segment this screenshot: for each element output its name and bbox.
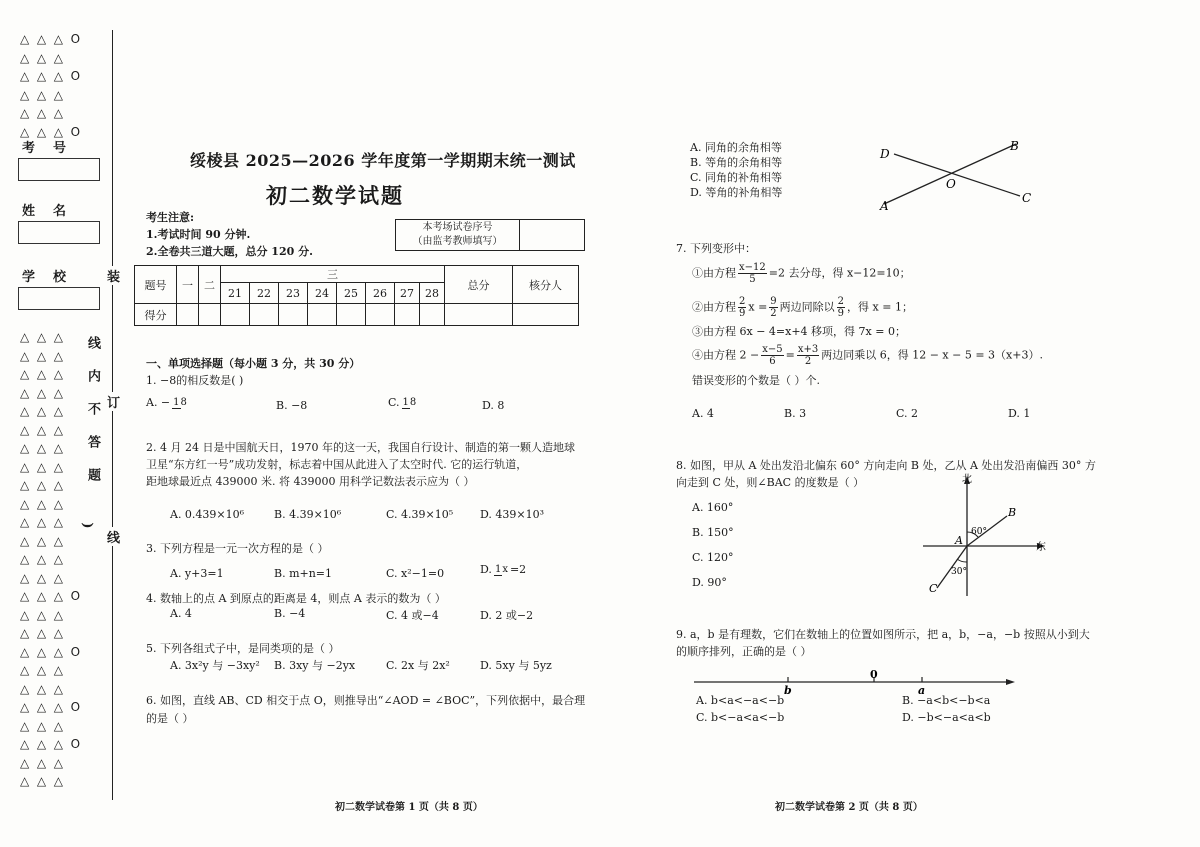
q1-option-a[interactable]: A. − 18 — [146, 396, 187, 409]
notice-title: 考生注意: — [146, 211, 195, 224]
q1-options — [146, 396, 504, 412]
q1-option-b[interactable]: B. −8 — [276, 399, 308, 412]
line-ab — [884, 144, 1016, 204]
q3-option-a[interactable]: A. y+3=1 — [170, 567, 224, 580]
question-9-line2: 的顺序排列，正确的是（ ） — [676, 645, 812, 658]
score-cell[interactable] — [395, 304, 420, 326]
angle-arc-30 — [957, 559, 967, 562]
question-3: 3. 下列方程是一元一次方程的是（ ） — [146, 542, 329, 555]
page-1-footer: 初二数学试卷第 1 页（共 8 页） — [335, 802, 483, 813]
q3-option-b[interactable]: B. m+n=1 — [274, 567, 333, 580]
label-a: A — [880, 199, 889, 212]
score-cell[interactable] — [199, 304, 221, 326]
q7-item-2: ②由方程 $\frac{2}{9}$ x = $\frac{9}{2}$ 两边同除以 $\frac{2}{9}$ ，得 x = 1； — [692, 296, 913, 319]
label-0: 0 — [870, 668, 878, 681]
figure-6-intersecting-lines — [870, 132, 1050, 212]
score-header-checker: 核分人 — [513, 266, 579, 304]
score-cell[interactable] — [177, 304, 199, 326]
score-header-total: 总分 — [445, 266, 513, 304]
score-header-3: 三 — [221, 266, 445, 283]
seat-number-box — [395, 219, 585, 251]
binding-char-zhuang: 装 — [107, 266, 120, 285]
question-4: 4. 数轴上的点 A 到原点的距离是 4，则点 A 表示的数为（ ） — [146, 592, 446, 605]
q7-item-4: ④由方程 2 − $\frac{x-5}{6}$ = $\frac{x+3}{2}$ 两边同乘以 6，得 12 − x − 5 = 3（x+3）. — [692, 344, 1043, 367]
q4-option-a[interactable]: A. 4 — [170, 607, 192, 620]
number-line-arrow — [1006, 679, 1015, 685]
exam-number-box[interactable] — [18, 159, 100, 181]
score-sub-27: 27 — [395, 283, 420, 304]
school-box[interactable] — [18, 288, 100, 310]
notice-2: 2.全卷共三道大题，总分 120 分. — [146, 245, 313, 258]
q2-option-a[interactable]: A. 0.439×10⁶ — [170, 508, 245, 521]
label-a: a — [918, 684, 926, 697]
binding-line — [112, 30, 113, 800]
q5-option-b[interactable]: B. 3xy 与 −2yx — [274, 659, 356, 672]
q8-option-b[interactable]: B. 150° — [692, 526, 734, 539]
q1-option-d[interactable]: D. 8 — [482, 399, 505, 412]
q5-options — [170, 657, 552, 673]
score-sub-26: 26 — [366, 283, 395, 304]
name-field[interactable] — [18, 200, 100, 244]
q7-option-a[interactable]: A. 4 — [692, 407, 714, 420]
page-2-footer: 初二数学试卷第 2 页（共 8 页） — [775, 802, 923, 813]
label-b: B — [1010, 139, 1019, 153]
score-cell[interactable] — [250, 304, 279, 326]
q7-option-c[interactable]: C. 2 — [896, 407, 919, 420]
q2-option-d[interactable]: D. 439×10³ — [480, 508, 545, 521]
q8-options — [692, 495, 734, 595]
score-header-2: 二 — [199, 266, 221, 304]
q5-option-d[interactable]: D. 5xy 与 5yz — [480, 659, 552, 672]
q2-option-b[interactable]: B. 4.39×10⁶ — [274, 508, 342, 521]
label-c: C — [1022, 191, 1032, 205]
score-cell[interactable] — [445, 304, 513, 326]
q3-option-c[interactable]: C. x²−1=0 — [386, 567, 445, 580]
question-5: 5. 下列各组式子中，是同类项的是（ ） — [146, 642, 340, 655]
q4-option-b[interactable]: B. −4 — [274, 607, 306, 620]
q9-options-row2 — [696, 711, 991, 724]
question-8-line2: 向走到 C 处，则∠BAC 的度数是（ ） — [676, 476, 865, 489]
q7-item-3: ③由方程 6x − 4=x+4 移项，得 7x = 0； — [692, 325, 906, 338]
label-north: 北 — [962, 474, 972, 485]
label-a: A — [955, 534, 963, 547]
score-sub-22: 22 — [250, 283, 279, 304]
q7-options — [692, 407, 1030, 420]
figure-8-directions — [915, 470, 1055, 600]
label-d: D — [880, 147, 890, 161]
q6-option-d[interactable]: D. 等角的补角相等 — [690, 186, 783, 199]
score-cell[interactable] — [337, 304, 366, 326]
binding-char-ding: 订 — [107, 392, 120, 411]
seat-number-note: （由监考教师填写） — [412, 236, 503, 247]
score-header-qno: 题号 — [135, 266, 177, 304]
school-field[interactable] — [18, 266, 100, 310]
name-label: 姓名 — [18, 200, 100, 222]
question-2-line2: 卫星“东方红一号”成功发射，标志着中国从此进入了太空时代. 它的运行轨道， — [146, 458, 528, 471]
q7-option-d[interactable]: D. 1 — [1008, 407, 1031, 420]
question-2-line1: 2. 4 月 24 日是中国航天日，1970 年的这一天，我国自行设计、制造的第一颗人造地球 — [146, 441, 575, 454]
score-header-1: 一 — [177, 266, 199, 304]
q1-option-c[interactable]: C.18 — [388, 396, 417, 409]
label-b: b — [784, 684, 792, 697]
score-table — [134, 265, 579, 326]
q4-options — [170, 607, 533, 623]
q9-option-a[interactable]: A. b<a<−a<−b — [696, 694, 785, 707]
score-cell[interactable] — [366, 304, 395, 326]
score-cell[interactable] — [279, 304, 308, 326]
q5-option-c[interactable]: C. 2x 与 2x² — [386, 659, 450, 672]
question-2-line3: 距地球最近点 439000 米. 将 439000 用科学记数法表示应为（ ） — [146, 475, 475, 488]
q2-options — [170, 508, 544, 521]
school-label: 学校 — [18, 266, 100, 288]
score-sub-28: 28 — [420, 283, 445, 304]
q4-option-d[interactable]: D. 2 或−2 — [480, 609, 534, 622]
q7-prompt: 错误变形的个数是（ ）个. — [692, 374, 820, 387]
question-6-line1: 6. 如图，直线 AB、CD 相交于点 O，则推导出“∠AOD = ∠BOC”，下列依据中，最合理 — [146, 694, 586, 707]
q8-option-d[interactable]: D. 90° — [692, 576, 727, 589]
q6-option-b[interactable]: B. 等角的余角相等 — [690, 156, 783, 169]
label-o: O — [946, 177, 956, 191]
question-6-line2: 的是（ ） — [146, 712, 194, 725]
exam-number-label: 考号 — [18, 137, 100, 159]
q3-options — [170, 563, 526, 580]
label-east: 东 — [1036, 542, 1046, 553]
q7-option-b[interactable]: B. 3 — [784, 407, 807, 420]
q5-option-a[interactable]: A. 3x²y 与 −3xy² — [170, 659, 260, 672]
score-cell[interactable] — [221, 304, 250, 326]
q6-option-c[interactable]: C. 同角的补角相等 — [690, 171, 783, 184]
q6-options — [690, 140, 782, 200]
q9-option-b[interactable]: B. −a<b<−b<a — [902, 694, 991, 707]
label-60deg: 60° — [971, 527, 987, 537]
section-title: 一、单项选择题（每小题 3 分，共 30 分） — [146, 357, 361, 370]
q7-item-1: ①由方程 $\frac{x-12}{5}$ =2 去分母，得 x−12=10； — [692, 262, 911, 285]
score-row-label: 得分 — [135, 304, 177, 326]
score-sub-25: 25 — [337, 283, 366, 304]
score-cell[interactable] — [420, 304, 445, 326]
question-9-line1: 9. a，b 是有理数，它们在数轴上的位置如图所示，把 a，b，−a，−b 按照从小到大 — [676, 628, 1090, 641]
score-cell[interactable] — [513, 304, 579, 326]
score-cell[interactable] — [308, 304, 337, 326]
q4-option-c[interactable]: C. 4 或−4 — [386, 609, 439, 622]
q3-option-d[interactable]: D.1x =2 — [480, 563, 527, 576]
q8-option-a[interactable]: A. 160° — [692, 501, 734, 514]
margin-inner-note: 线内不答题 — [85, 336, 100, 501]
notice-1: 1.考试时间 90 分钟. — [146, 228, 251, 241]
binding-char-xian: 线 — [107, 527, 120, 546]
seat-number-label: 本考场试卷序号 — [422, 222, 493, 233]
exam-title: 绥棱县 2025—2026 学年度第一学期期末统一测试 — [190, 151, 576, 170]
margin-symbols-top: △ △ △ O △ △ △ △ △ △ O △ △ △ △ △ △ △ △ △ O — [20, 32, 81, 139]
score-sub-21: 21 — [221, 283, 250, 304]
q2-option-c[interactable]: C. 4.39×10⁵ — [386, 508, 454, 521]
line-cd — [894, 154, 1020, 196]
seat-number-input[interactable] — [520, 220, 584, 250]
q9-option-c[interactable]: C. b<−a<a<−b — [696, 711, 785, 724]
score-sub-23: 23 — [279, 283, 308, 304]
margin-symbols-bottom: △ △ △ △ △ △ △ △ △ △ △ △ △ △ △ △ △ △ △ △ △ △ △ △ △ △ △ △ △ △ △ △ △ △ △ △ △ △ △ △ △ △ △ △ △ O △ △ △ △ △ △ △ △ △ O △ △ △ △ △ △ △ △ △ O △ △ △ △ △ △ O △ △ △ △ △ △ — [20, 330, 81, 788]
question-7: 7. 下列变形中： — [676, 242, 756, 255]
q9-option-d[interactable]: D. −b<−a<a<b — [902, 711, 991, 724]
score-sub-24: 24 — [308, 283, 337, 304]
label-30deg: 30° — [951, 567, 967, 577]
question-1: 1. −8的相反数是( ) — [146, 374, 244, 387]
question-8-line1: 8. 如图，甲从 A 处出发沿北偏东 60° 方向走向 B 处，乙从 A 处出发沿南偏西 30° 方 — [676, 459, 1096, 472]
exam-number-field[interactable] — [18, 137, 100, 181]
q8-option-c[interactable]: C. 120° — [692, 551, 734, 564]
label-c: C — [929, 582, 938, 595]
margin-bracket: ) — [79, 522, 95, 529]
label-b: B — [1008, 506, 1017, 519]
q6-option-a[interactable]: A. 同角的余角相等 — [690, 141, 782, 154]
exam-subtitle: 初二数学试题 — [266, 183, 404, 208]
name-box[interactable] — [18, 222, 100, 244]
q9-options-row1 — [696, 694, 990, 707]
